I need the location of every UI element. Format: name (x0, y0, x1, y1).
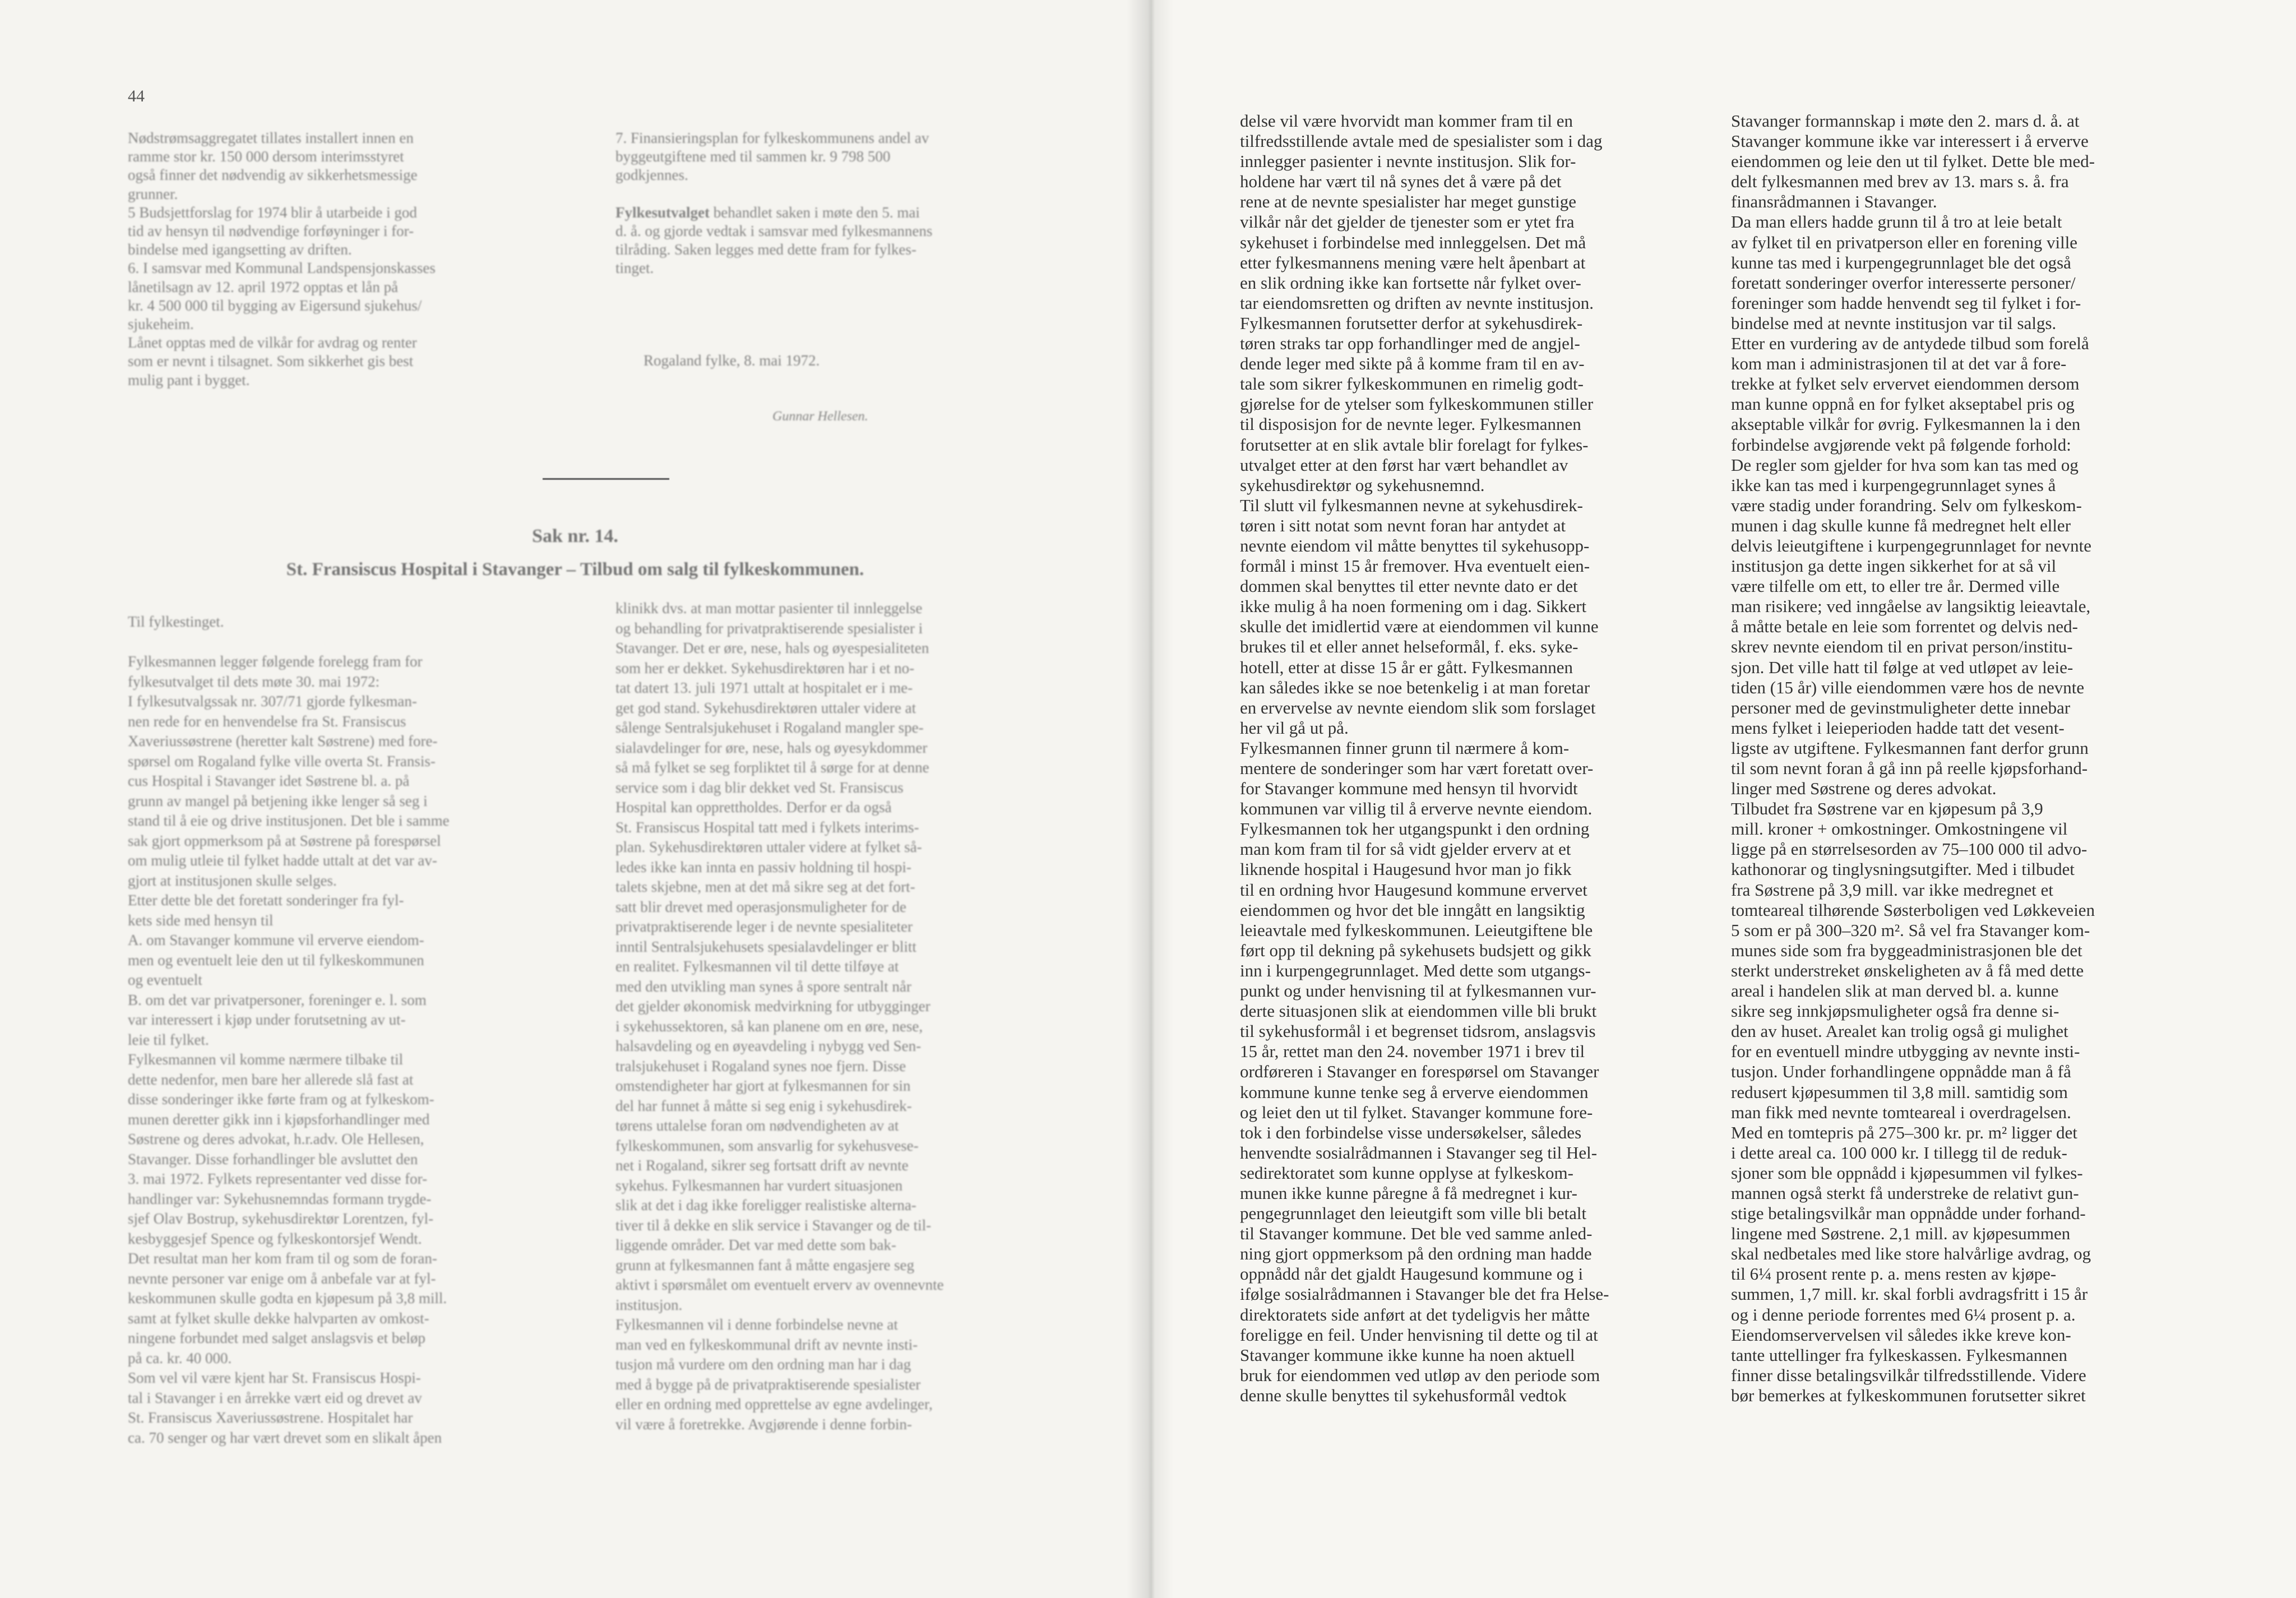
text-line: Stavanger kommune ikke kunne ha noen aktuell (1240, 1345, 1575, 1365)
text-line: ramme stor kr. 150 000 dersom interimsstyret (128, 148, 404, 165)
text-line: get god stand. Sykehusdirektøren uttaler videre at (615, 699, 916, 716)
text-line: grunn av mangel på betjening ikke lenger så seg i (128, 792, 428, 809)
text-line: Stavanger. Disse forhandlinger ble avsluttet den (128, 1150, 418, 1168)
text-line: etter fylkesmannens mening være helt åpenbart at (1240, 252, 1586, 272)
text-line: Fylkesmannen legger følgende forelegg fram for (128, 653, 423, 670)
signature: Gunnar Hellesen. (772, 409, 868, 424)
text-line: Tilbudet fra Søstrene var en kjøpesum på 3,9 (1731, 799, 2043, 819)
text-line: mulig pant i bygget. (128, 371, 250, 388)
text-line: kunne tas med i kurpengegrunnlaget ble det også (1731, 252, 2071, 272)
text-line: bindelse med at nevnte institusjon var til salgs. (1731, 313, 2057, 333)
text-line: godkjennes. (615, 166, 688, 184)
text-line: en ervervelse av nevnte eiendom slik som forslaget (1240, 697, 1596, 717)
text-line: Fylkesmannen tok her utgangspunkt i den ordning (1240, 819, 1590, 839)
right-text-column-b (1731, 111, 2213, 1406)
text-line: munen ikke kunne påregne å få medregnet i kur- (1240, 1183, 1577, 1203)
text-line: det gjelder økonomisk medvirkning for utbygginger (615, 998, 931, 1015)
text-line: sålenge Sentralsjukehuset i Rogaland mangler spe- (615, 719, 924, 736)
text-line: sykehuset i forbindelse med innleggelsen. Det må (1240, 232, 1586, 252)
text-line: sjef Olav Bostrup, sykehusdirektør Lorentzen, fyl- (128, 1210, 434, 1227)
text-line: en slik ordning ikke kan fortsette når fylket over- (1240, 272, 1581, 293)
text-line: kom man i administrasjonen til at det var å fore- (1731, 354, 2067, 374)
text-line: Etter dette ble det foretatt sonderinger fra fyl- (128, 892, 404, 909)
text-line: delvis leieutgiftene i kurpengegrunnlaget for nevnte (1731, 535, 2092, 555)
text-line: finansrådmannen i Stavanger. (1731, 192, 1937, 212)
text-line: som her er dekket. Sykehusdirektøren har i et no- (615, 659, 915, 677)
text-line: institusjon ga dette ingen sikkerhet for at så vil (1731, 556, 2057, 576)
text-line: innlegger pasienter i nevnte institusjon. Slik for- (1240, 151, 1576, 172)
text-line: eiendommen og hvor det ble inngått en langsiktig (1240, 900, 1585, 920)
text-line: tat datert 13. juli 1971 uttalt at hospitalet er i me- (615, 679, 913, 696)
text-line: Da man ellers hadde grunn til å tro at leie betalt (1731, 212, 2062, 232)
text-line: sedirektoratet som kunne opplyse at fylkeskom- (1240, 1162, 1573, 1183)
text-line: ledes ikke kan innta en passiv holdning til hospi- (615, 858, 911, 876)
text-line: Hospital kan opprettholdes. Derfor er da også (615, 799, 892, 816)
text-line: mens fylket i leieperioden hadde tatt det vesent- (1731, 717, 2064, 738)
text-line: Som vel vil være kjent har St. Fransiscus Hospi- (128, 1369, 421, 1386)
text-line: og i denne periode forrentes med 6¼ prosent p. a. (1731, 1304, 2076, 1324)
text-line: man risikere; ved inngåelse av langsiktig leieavtale, (1731, 596, 2091, 617)
text-line: tiden (15 år) ville eiendommen være hos de nevnte (1731, 677, 2085, 697)
text-line: munen deretter gikk inn i kjøpsforhandlinger med (128, 1110, 430, 1128)
text-line: så må fylket se seg forpliktet til å sørge for at denne (615, 759, 929, 776)
text-line: utvalget etter at den først har vært behandlet av (1240, 455, 1568, 475)
text-line: akseptable vilkår for øvrig. Fylkesmannen la i den (1731, 414, 2081, 434)
text-line: keskommunen skulle godta en kjøpesum på 3,8 mill. (128, 1290, 447, 1307)
text-line: en realitet. Fylkesmannen vil til dette tilføye at (615, 958, 899, 975)
text-line: skulle det imidlertid være at eiendommen vil kunne (1240, 617, 1599, 637)
text-line: tusjon. Under forhandlingene oppnådde man å få (1731, 1062, 2071, 1082)
text-line: men og eventuelt leie den ut til fylkeskommunen (128, 951, 424, 969)
text-line: Til fylkestinget. (128, 613, 224, 630)
text-line: delse vil være hvorvidt man kommer fram til en (1240, 111, 1573, 131)
text-line (128, 632, 593, 652)
text-line: leieavtale med fylkeskommunen. Leieutgiftene ble (1240, 920, 1593, 940)
text-line: gjort at institusjonen skulle selges. (128, 872, 337, 889)
text-line: henvendte sosialrådmannen i Stavanger seg til Hel- (1240, 1142, 1598, 1162)
text-line: Til slutt vil fylkesmannen nevne at sykehusdirek- (1240, 495, 1583, 515)
text-line: 6. I samsvar med Kommunal Landspensjonskasses (128, 260, 436, 277)
text-line: cus Hospital i Stavanger idet Søstrene bl. a. på (128, 772, 410, 789)
text-line: sjon. Det ville hatt til følge at ved utløpet av leie- (1731, 657, 2073, 677)
text-line: bruk for eiendommen ved utløp av den periode som (1240, 1365, 1600, 1385)
text-line: Fylkesmannen finner grunn til nærmere å kom- (1240, 738, 1570, 758)
text-line: holdene har vært til nå synes det å være på det (1240, 172, 1562, 192)
text-line: punkt og under henvisning til at fylkesmannen vur- (1240, 981, 1596, 1001)
text-line: spørsel om Rogaland fylke ville overta St. Fransis- (128, 752, 436, 770)
text-line: kan således ikke se noe betenkelig i at man foretar (1240, 677, 1590, 697)
text-line: tilfredsstillende avtale med de spesialister som i dag (1240, 131, 1603, 151)
date-line: Rogaland fylke, 8. mai 1972. (644, 352, 820, 369)
text-line: med å bygge på de privatpraktiserende spesialister (615, 1375, 921, 1393)
text-line: den av huset. Arealet kan trolig også gi mulighet (1731, 1021, 2068, 1041)
text-line: og behandling for privatpraktiserende spesialister i (615, 619, 923, 637)
text-line: kr. 4 500 000 til bygging av Eigersund sjukehus/ (128, 297, 422, 314)
text-line: foreligge en feil. Under henvisning til dette og til at (1240, 1324, 1598, 1345)
text-line: bindelse med igangsetting av driften. (128, 241, 352, 258)
text-line: areal i handelen slik at man derved bl. a. kunne (1731, 981, 2059, 1001)
text-line: til sykehusformål i et begrenset tidsrom, anslagsvis (1240, 1021, 1596, 1041)
right-text-column-a (1240, 111, 1744, 1406)
text-line: tørens uttalelse foran om nødvendigheten av at (615, 1117, 899, 1134)
left-text-column-top-b (615, 129, 1086, 278)
text-line: 15 år, rettet man den 24. november 1971 i brev til (1240, 1041, 1585, 1062)
text-line: byggeutgiftene med til sammen kr. 9 798 500 (615, 148, 891, 165)
text-line: linger med Søstrene og deres advokat. (1731, 779, 1997, 799)
text-line: tar eiendomsretten og driften av nevnte institusjon. (1240, 293, 1594, 313)
text-line: forbindelse avgjørende vekt på følgende forhold: (1731, 434, 2071, 455)
text-line: som er nevnt i tilsagnet. Som sikkerhet gis best (128, 353, 414, 370)
text-line: tøren i sitt notat som nevnt foran har antydet at (1240, 515, 1566, 535)
section-divider (543, 478, 669, 480)
text-line: for en eventuell mindre utbygging av nevnte insti- (1731, 1041, 2080, 1062)
text-line: net i Rogaland, sikrer seg fortsatt drift av nevnte (615, 1157, 909, 1174)
text-line: man kunne oppnå en for fylket akseptabel pris og (1731, 394, 2075, 414)
text-line: omstendigheter har gjort at fylkesmannen for sin (615, 1077, 911, 1094)
text-line: fylkesutvalget til dets møte 30. mai 1972: (128, 673, 380, 690)
text-line: dommen skal benyttes til etter nevnte dato er det (1240, 576, 1578, 596)
text-line: talets skjebne, men at det må sikre seg at det fort- (615, 878, 915, 895)
text-line: A. om Stavanger kommune vil erverve eiendom- (128, 932, 424, 948)
text-line: Med en tomtepris på 275–300 kr. pr. m² ligger det (1731, 1122, 2078, 1142)
text-line: eller en ordning med opprettelse av egne avdelinger, (615, 1396, 933, 1412)
text-line: ca. 70 senger og har vært drevet som en slikalt åpen (128, 1429, 442, 1446)
text-line: Stavanger kommune ikke var interessert i å erverve (1731, 131, 2089, 151)
text-line: tal i Stavanger i en årrekke vært eid og drevet av (128, 1389, 422, 1406)
text-line: Fylkesutvalget behandlet saken i møte den 5. mai (615, 203, 920, 221)
text-line: foretatt sonderinger overfor interesserte personer/ (1731, 272, 2076, 293)
text-line: inn i kurpengegrunnlaget. Med dette som utgangs- (1240, 960, 1591, 980)
text-line: inntil Sentralsjukehusets spesialavdelinger er blitt (615, 938, 916, 955)
text-line: tante uttellinger fra fylkeskassen. Fylkesmannen (1731, 1345, 2068, 1365)
text-line: handlinger var: Sykehusnemndas formann trygde- (128, 1190, 432, 1207)
text-line: her vil gå ut på. (1240, 717, 1349, 738)
text-line: om mulig utleie til fylket hadde uttalt at det var av- (128, 852, 437, 869)
text-line: stige betalingsvilkår man oppnådde under forhand- (1731, 1203, 2086, 1224)
text-line: tiver til å dekke en slik service i Stavanger og de til- (615, 1216, 932, 1234)
text-line: stand til å eie og drive institusjonen. Det ble i samme (128, 812, 450, 829)
text-line: finner disse betalingsvilkår tilfredsstillende. Videre (1731, 1365, 2086, 1385)
text-line: kets side med hensyn til (128, 911, 274, 929)
text-line: Nødstrømsaggregatet tillates installert innen en (128, 129, 414, 146)
text-line: man fikk med nevnte tomteareal i overdragelsen. (1731, 1102, 2071, 1122)
text-line: I fylkesutvalgssak nr. 307/71 gjorde fylkesman- (128, 693, 417, 710)
text-line: dette nedenfor, men bare her allerede slå fast at (128, 1071, 414, 1088)
text-line: trekke at fylket selv ervervet eiendommen dersom (1731, 374, 2080, 394)
text-line: med den utvikling man synes å spore sentralt når (615, 978, 911, 995)
text-line (615, 185, 1086, 203)
text-line: tomteareal tilhørende Søsterboligen ved Løkkeveien (1731, 900, 2095, 920)
text-line: St. Fransiscus Hospital tatt med i fylkets interims- (615, 818, 919, 836)
text-line: grunner. (128, 185, 178, 202)
text-line: til som nevnt foran å gå inn på reelle kjøpsforhand- (1731, 758, 2088, 778)
case-number-heading: Sak nr. 14. (532, 526, 618, 546)
page-number-left: 44 (128, 87, 145, 105)
text-line: tale som sikrer fylkeskommunen en rimelig godt- (1240, 374, 1584, 394)
text-line: Stavanger. Det er øre, nese, hals og øyespesialiteten (615, 640, 929, 656)
text-line: var interessert i kjøp under forutsetning av ut- (128, 1011, 406, 1028)
text-line: vil være å foretrekke. Avgjørende i denne forbin- (615, 1415, 912, 1433)
text-line: liggende områder. Det var med dette som bak- (615, 1236, 896, 1253)
text-line: halsavdeling og en øyeavdeling i nybygg ved Sen- (615, 1037, 922, 1054)
text-line: skrev nevnte eiendom til en privat person/institu- (1731, 637, 2073, 657)
text-line: Xaveriussøstrene (heretter kalt Søstrene) med fore- (128, 733, 438, 749)
text-line: nen rede for en henvendelse fra St. Fransiscus (128, 712, 406, 730)
text-line: i dette areal ca. 100 000 kr. I tillegg til de reduk- (1731, 1142, 2067, 1162)
text-line: nevnte eiendom vil måtte benyttes til sykehusopp- (1240, 535, 1590, 555)
text-line: ikke kan tas med i kurpengegrunnlaget synes å (1731, 475, 2056, 495)
text-line: d. å. og gjorde vedtak i samsvar med fylkesmannens (615, 223, 933, 240)
text-line: gjørelse for de ytelser som fylkeskommunen stiller (1240, 394, 1594, 414)
text-line: oppnådd når det gjaldt Haugesund kommune og i (1240, 1264, 1584, 1284)
text-line: direktoratets side anført at det tydeligvis her måtte (1240, 1304, 1590, 1324)
text-line: brukes til et eller annet helseformål, f. eks. syke- (1240, 637, 1578, 657)
text-line: ligge på en størrelsesorden av 75–100 000 til advo- (1731, 839, 2087, 859)
text-line: tusjon må vurdere om den ordning man har i dag (615, 1356, 911, 1373)
text-line: tid av hensyn til nødvendige forføyninger i for- (128, 223, 414, 240)
text-line: pengegrunnlaget den leieutgift som ville bli betalt (1240, 1203, 1587, 1224)
text-line: og eventuelt (128, 971, 202, 988)
text-line: bør bemerkes at fylkeskommunen forutsetter sikret (1731, 1385, 2086, 1405)
text-line: sak gjort oppmerksom på at Søstrene på forespørsel (128, 832, 441, 849)
text-line: service som i dag blir dekket ved St. Fransiscus (615, 779, 904, 796)
text-line: man ved en fylkeskommunal drift av nevnte insti- (615, 1336, 918, 1353)
text-line: skal nedbetales med like store halvårlige avdrag, og (1731, 1244, 2091, 1264)
text-line: kommunen var villig til å erverve nevnte eiendom. (1240, 799, 1593, 819)
text-line: munen i dag skulle kunne få medregnet helt eller (1731, 515, 2071, 535)
text-line: 5 Budsjettforslag for 1974 blir å utarbeide i god (128, 203, 417, 221)
text-line: sterkt understreket ønskeligheten av å få med dette (1731, 960, 2084, 980)
text-line: mentere de sonderinger som har vært foretatt over- (1240, 758, 1594, 778)
text-line: Fylkesmannen vil komme nærmere tilbake til (128, 1051, 404, 1068)
text-line: privatpraktiserende leger i de nevnte spesialiteter (615, 918, 913, 935)
text-line: grunn at fylkesmannen fant å måtte engasjere seg (615, 1256, 915, 1273)
text-line: vilkår når det gjelder de tjenester som er ytet fra (1240, 212, 1575, 232)
text-line: Søstrene og deres advokat, h.r.adv. Ole Hellesen, (128, 1131, 424, 1147)
text-line: sjoner som ble oppnådd i kjøpesummen vil fylkes- (1731, 1162, 2083, 1183)
text-line: til 6¼ prosent rente p. a. mens resten av kjøpe- (1731, 1264, 2057, 1284)
text-line: være stadig under forandring. Selv om fylkeskom- (1731, 495, 2082, 515)
text-line: aktivt i spørsmålet om eventuelt erverv av ovennevnte (615, 1276, 944, 1293)
text-line: liknende hospital i Haugesund hvor man jo fikk (1240, 859, 1572, 879)
text-line: slik at det i dag ikke foreligger realistiske alterna- (615, 1197, 916, 1213)
text-line: sikre seg innkjøpsmuligheter også fra denne si- (1731, 1001, 2059, 1021)
text-line: ligste av utgiftene. Fylkesmannen fant derfor grunn (1731, 738, 2089, 758)
text-line: fra Søstrene på 3,9 mill. var ikke medregnet et (1731, 879, 2054, 900)
text-line: kathonorar og tinglysningsutgifter. Med i tilbudet (1731, 859, 2075, 879)
text-line: tralsjukehuset i Rogaland synes noe fjern. Disse (615, 1057, 906, 1074)
text-line: samt at fylket skulle dekke halvparten av omkost- (128, 1309, 429, 1327)
text-line: ifølge sosialrådmannen i Stavanger ble det fra Helse- (1240, 1284, 1609, 1304)
text-line: plan. Sykehusdirektøren uttaler videre at fylket så- (615, 839, 922, 855)
text-line: for Stavanger kommune med hensyn til hvorvidt (1240, 779, 1578, 799)
text-line: sjukeheim. (128, 316, 194, 333)
text-line: i sykehussektoren, så kan planene om en øre, nese, (615, 1017, 923, 1035)
text-line: formål i minst 15 år fremover. Hva eventuelt eien- (1240, 556, 1590, 576)
text-line: delt fylkesmannen med brev av 13. mars s. å. fra (1731, 172, 2069, 192)
text-line: mill. kroner + omkostninger. Omkostningene vil (1731, 819, 2068, 839)
text-line: Fylkesmannen forutsetter derfor at sykehusdirek- (1240, 313, 1583, 333)
text-line: lånetilsagn av 12. april 1972 opptas et lån på (128, 278, 399, 295)
text-line: til Stavanger kommune. Det ble ved samme anled- (1240, 1224, 1593, 1244)
text-line: Det resultat man her kom fram til og som de foran- (128, 1250, 437, 1267)
text-line: ikke mulig å ha noen formening om i dag. Sikkert (1240, 596, 1587, 617)
text-line: til disposisjon for de nevnte leger. Fylkesmannen (1240, 414, 1581, 434)
text-line: munes side som fra byggeadministrasjonen ble det (1731, 940, 2082, 960)
text-line: forutsetter at en slik avtale blir forelagt for fylkes- (1240, 434, 1589, 455)
text-line: foreninger som hadde henvendt seg til fylket i for- (1731, 293, 2081, 313)
text-line: summen, 1,7 mill. kr. skal forbli avdragsfritt i 15 år (1731, 1284, 2088, 1304)
text-line: man kom fram til for så vidt gjelder erverv at et (1240, 839, 1571, 859)
text-line: også finner det nødvendig av sikkerhetsmessige (128, 166, 418, 184)
text-line: sykehus. Fylkesmannen har vurdert situasjonen (615, 1177, 903, 1194)
text-line: De regler som gjelder for hva som kan tas med og (1731, 455, 2079, 475)
text-line: kommune kunne tenke seg å erverve eiendommen (1240, 1082, 1589, 1102)
text-line: ningene forbundet med salget anslagsvis et beløp (128, 1330, 425, 1346)
text-line: derte situasjonen slik at eiendommen ville bli brukt (1240, 1001, 1597, 1021)
text-line: Fylkesmannen vil i denne forbindelse nevne at (615, 1316, 898, 1333)
text-line: nevnte personer var enige om å anbefale var at fyl- (128, 1270, 436, 1287)
text-line: å måtte betale en leie som forrentet og delvis ned- (1731, 617, 2078, 637)
text-line: på ca. kr. 40 000. (128, 1349, 232, 1367)
text-line: eiendommen og leie den ut til fylket. Dette ble med- (1731, 151, 2095, 172)
text-line: personer med de gevinstmuligheter dette innebar (1731, 697, 2071, 717)
text-line: tok i den forbindelse visse undersøkelser, således (1240, 1122, 1582, 1142)
case-title-heading: St. Fransiscus Hospital i Stavanger – Tilbud om salg til fylkeskommunen. (286, 559, 864, 580)
left-text-column-top-a (128, 129, 587, 390)
text-line: Stavanger formannskap i møte den 2. mars d. å. at (1731, 111, 2080, 131)
text-line: sialavdelinger for øre, nese, hals og øyesykdommer (615, 739, 928, 756)
text-line: til en ordning hvor Haugesund kommune ervervet (1240, 879, 1587, 900)
text-line: sykehusdirektør og sykehusnemnd. (1240, 475, 1485, 495)
text-line: kesbyggesjef Spence og fylkeskontorsjef Wendt. (128, 1230, 422, 1247)
text-line: av fylket til en privatperson eller en forening ville (1731, 232, 2078, 252)
text-line: leie til fylket. (128, 1031, 209, 1048)
text-line: institusjon. (615, 1296, 683, 1313)
text-line: hotell, etter at disse 15 år er gått. Fylkesmannen (1240, 657, 1573, 677)
text-line: 3. mai 1972. Fylkets representanter ved disse for- (128, 1170, 428, 1187)
left-text-column-bottom-c (128, 612, 593, 1448)
text-line: St. Fransiscus Xaveriussøstrene. Hospitalet har (128, 1409, 413, 1426)
text-line: tinget. (615, 260, 654, 277)
text-line: være tilfelle om ett, to eller tre år. Dermed ville (1731, 576, 2060, 596)
text-line: Etter en vurdering av de antydede tilbud som forelå (1731, 334, 2089, 354)
text-line: 5 som er på 300–320 m². Så vel fra Stavanger kom- (1731, 920, 2090, 940)
text-line: ning gjort oppmerksom på den ordning man hadde (1240, 1244, 1592, 1264)
text-line: ført opp til dekning på sykehusets budsjett og gikk (1240, 940, 1591, 960)
text-line: redusert kjøpesummen til 3,8 mill. samtidig som (1731, 1082, 2068, 1102)
book-gutter-shadow (1127, 0, 1174, 1598)
text-line: Lånet opptas med de vilkår for avdrag og renter (128, 334, 417, 351)
text-line: tøren straks tar opp forhandlinger med de angjel- (1240, 334, 1580, 354)
text-line: Eiendomservervelsen vil således ikke kreve kon- (1731, 1324, 2071, 1345)
text-line: lingene med Søstrene. 2,1 mill. av kjøpesummen (1731, 1224, 2071, 1244)
text-line: B. om det var privatpersoner, foreninger e. l. som (128, 991, 427, 1008)
text-line: mannen også sterkt få understreke de relativt gun- (1731, 1183, 2079, 1203)
text-line: klinikk dvs. at man mottar pasienter til innleggelse (615, 600, 923, 617)
text-line: del har funnet å måtte si seg enig i sykehusdirek- (615, 1097, 912, 1114)
text-line: dende leger med sikte på å komme fram til en av- (1240, 354, 1585, 374)
text-line: fylkeskommunen, som ansvarlig for sykehusvese- (615, 1137, 919, 1154)
text-line: denne skulle benyttes til sykehusformål vedtok (1240, 1385, 1567, 1405)
text-line: rene at de nevnte spesialister har meget gunstige (1240, 192, 1576, 212)
left-text-column-bottom-d (615, 599, 1092, 1434)
text-line: og leiet den ut til fylket. Stavanger kommune fore- (1240, 1102, 1593, 1122)
text-line: tilråding. Saken legges med dette fram for fylkes- (615, 241, 916, 258)
text-line: satt blir drevet med operasjonsmuligheter for de (615, 898, 906, 915)
text-line: 7. Finansieringsplan for fylkeskommunens andel av (615, 129, 929, 146)
text-line: disse sonderinger ikke førte fram og at fylkeskom- (128, 1091, 434, 1108)
text-line: ordføreren i Stavanger en forespørsel om Stavanger (1240, 1062, 1599, 1082)
